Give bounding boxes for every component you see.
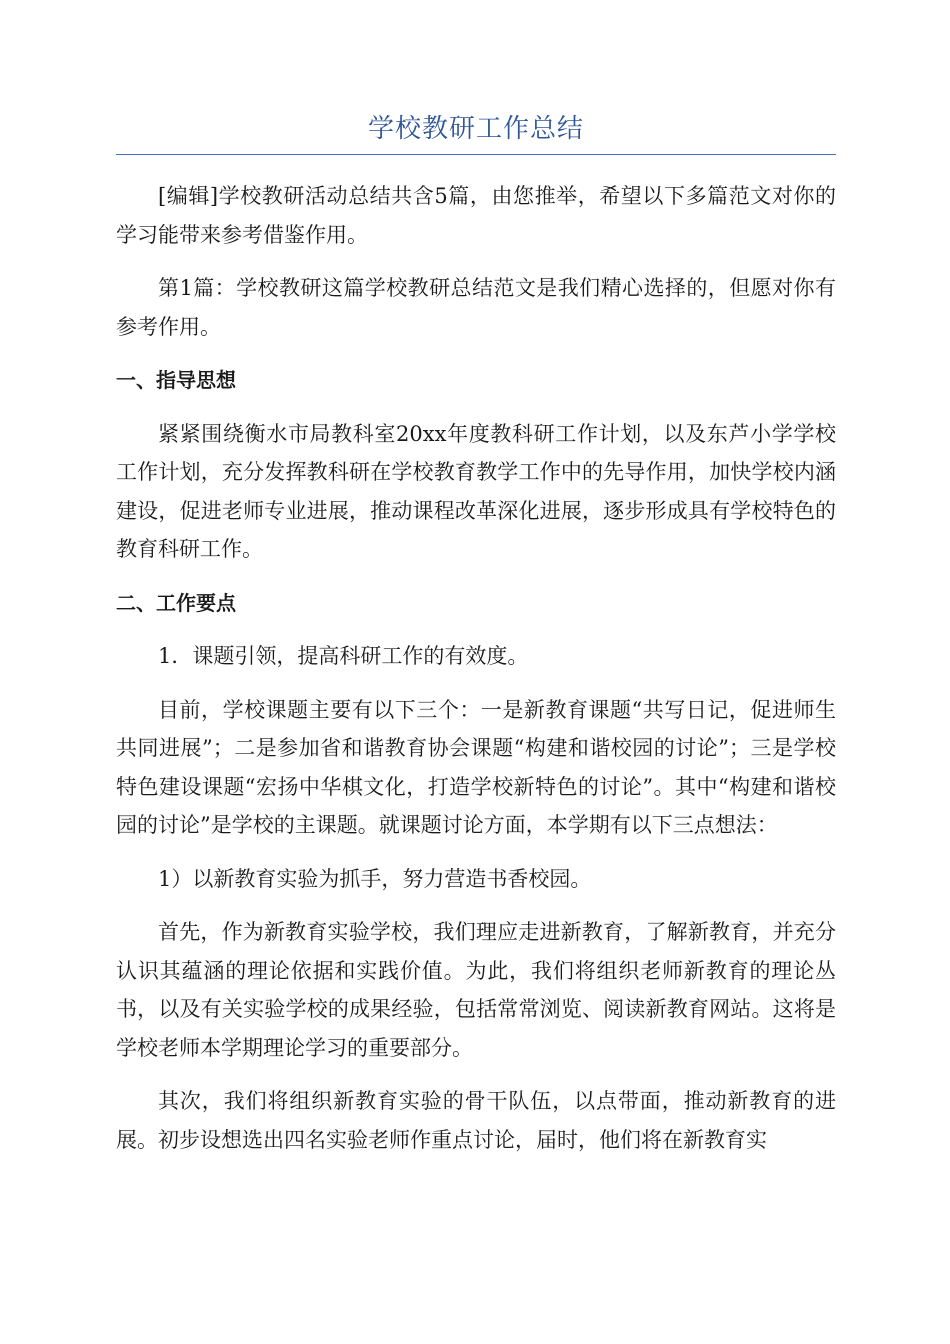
section-heading-work-points: 二、工作要点	[116, 590, 236, 615]
topics-paragraph: 目前，学校课题主要有以下三个：一是新教育课题“共写日记，促进师生共同进展”；二是参加省和谐教育协会课题“构建和谐校园的讨论”；三是学校特色建设课题“宏扬中华棋文化，打造学校新特色的讨论”。其中“构建和谐校园的讨论”是学校的主课题。就课题讨论方面，本学期有以下三点想法：	[116, 697, 836, 837]
first-step-paragraph: 首先，作为新教育实验学校，我们理应走进新教育，了解新教育，并充分认识其蕴涵的理论依据和实践价值。为此，我们将组织老师新教育的理论丛书，以及有关实验学校的成果经验，包括常常浏览、阅读新教育网站。这将是学校老师本学期理论学习的重要部分。	[116, 920, 836, 1060]
document-title: 学校教研工作总结	[116, 112, 836, 155]
document-body	[116, 177, 836, 1159]
second-step-paragraph: 其次，我们将组织新教育实验的骨干队伍，以点带面，推动新教育的进展。初步设想选出四名实验老师作重点讨论，届时，他们将在新教育实	[116, 1089, 836, 1152]
guiding-ideology-paragraph: 紧紧围绕衡水市局教科室20xx年度教科研工作计划，以及东芦小学学校工作计划，充分发挥教科研在学校教育教学工作中的先导作用，加快学校内涵建设，促进老师专业进展，推动课程改革深化进展，逐步形成具有学校特色的教育科研工作。	[116, 421, 836, 561]
work-point-1: 1．课题引领，提高科研工作的有效度。	[158, 644, 529, 668]
document-page	[116, 112, 836, 1174]
chapter-intro-paragraph: 第1篇：学校教研这篇学校教研总结范文是我们精心选择的，但愿对你有参考作用。	[116, 276, 836, 339]
sub-point-1: 1）以新教育实验为抓手，努力营造书香校园。	[158, 866, 592, 891]
section-heading-guiding-ideology: 一、指导思想	[116, 368, 236, 392]
intro-paragraph: [编辑]学校教研活动总结共含5篇，由您推举，希望以下多篇范文对你的学习能带来参考借鉴作用。	[116, 184, 836, 247]
